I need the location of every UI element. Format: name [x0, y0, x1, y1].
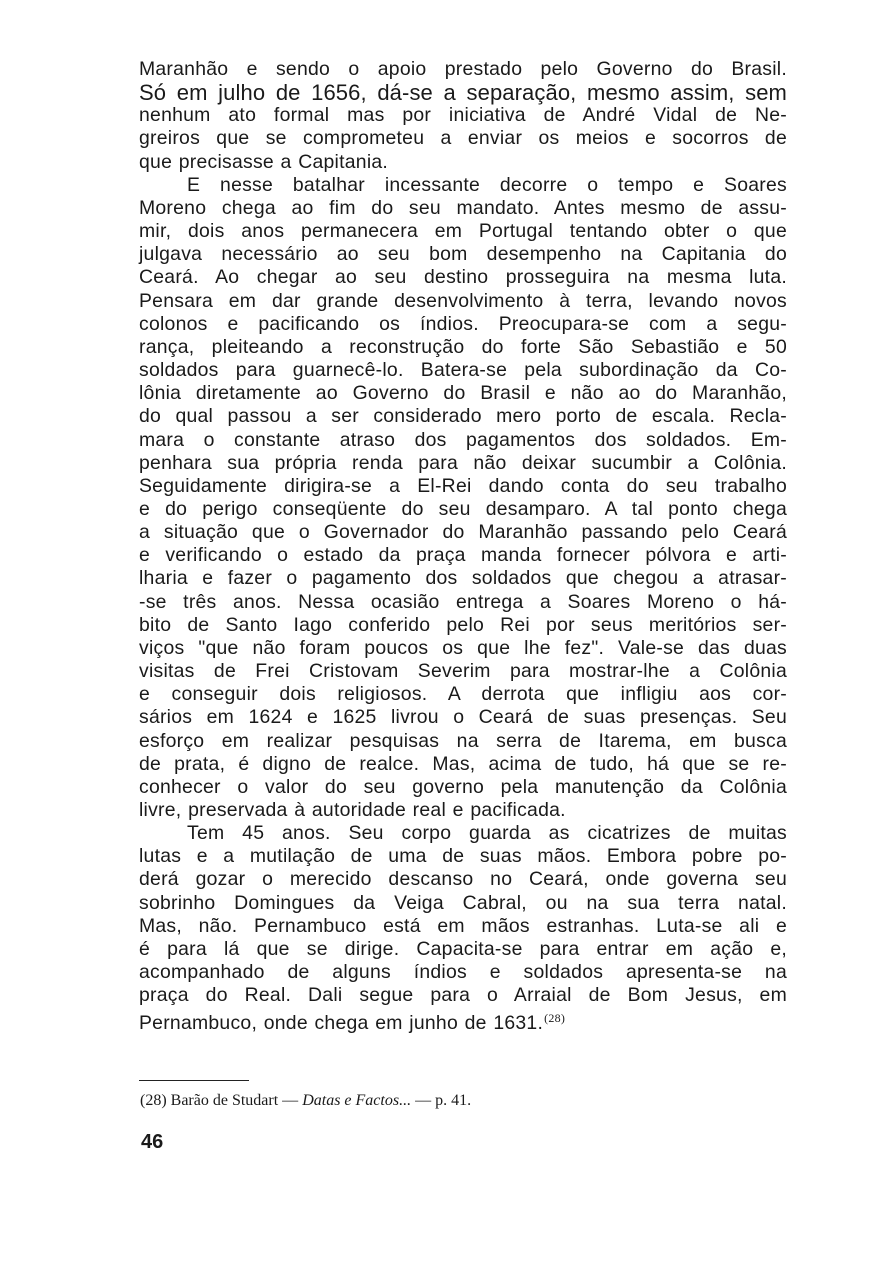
text-line: julgava necessário ao seu bom desempenho na Capitania do — [139, 243, 787, 266]
text-line: acompanhado de alguns índios e soldados apresenta-se na — [139, 961, 787, 984]
footnote-page: — p. 41. — [415, 1092, 472, 1109]
text-line: viços "que não foram poucos os que lhe fez". Vale-se das duas — [139, 636, 787, 659]
page-number: 46 — [141, 1131, 164, 1153]
footnote-author: Barão de Studart — — [170, 1092, 299, 1109]
text-line: Mas, não. Pernambuco está em mãos estranhas. Luta-se ali e — [139, 914, 787, 937]
text-line: Seguidamente dirigira-se a El-Rei dando conta do seu trabalho — [139, 474, 787, 497]
text-line: Só em julho de 1656, dá-se a separação, mesmo assim, sem — [139, 80, 787, 106]
text-line: Moreno chega ao fim do seu mandato. Antes mesmo de assu- — [139, 196, 787, 219]
text-line: é para lá que se dirige. Capacita-se para entrar em ação e, — [139, 937, 787, 960]
text-line: sobrinho Domingues da Veiga Cabral, ou na sua terra natal. — [139, 891, 787, 914]
text-line: de prata, é digno de realce. Mas, acima de tudo, há que se re- — [139, 752, 787, 775]
text-line: rança, pleiteando a reconstrução do forte São Sebastião e 50 — [139, 335, 787, 358]
text-line: que precisasse a Capitania. — [139, 150, 389, 173]
text-line: lharia e fazer o pagamento dos soldados que chegou a atrasar- — [139, 567, 787, 590]
text-line: penhara sua própria renda para não deixar sucumbir a Colônia. — [139, 451, 787, 474]
text-line: soldados para guarnecê-lo. Batera-se pela subordinação da Co- — [139, 359, 787, 382]
text-line: e verificando o estado da praça manda fornecer pólvora e arti- — [139, 544, 787, 567]
text-line: livre, preservada à autoridade real e pacificada. — [139, 799, 566, 821]
text-line: lutas e a mutilação de uma de suas mãos. Embora pobre po- — [139, 845, 787, 868]
text-line: sários em 1624 e 1625 livrou o Ceará de suas presenças. Seu — [139, 706, 787, 729]
text-line: praça do Real. Dali segue para o Arraial de Bom Jesus, em — [139, 984, 787, 1007]
text-line: Ceará. Ao chegar ao seu destino prosseguira na mesma luta. — [139, 266, 787, 289]
text-line: conhecer o valor do seu governo pela manutenção da Colônia — [139, 775, 787, 798]
footnote-number: (28) — [140, 1092, 167, 1109]
text-line: colonos e pacificando os índios. Preocupara-se com a segu- — [139, 312, 787, 335]
text-line: E nesse batalhar incessante decorre o tempo e Soares — [187, 173, 787, 196]
text-line: bito de Santo Iago conferido pelo Rei por seus meritórios ser- — [139, 613, 787, 636]
footnote-title: Datas e Factos... — [302, 1092, 412, 1109]
footnote — [140, 1092, 471, 1110]
text-line: mir, dois anos permanecera em Portugal tentando obter o que — [139, 220, 787, 243]
text-line: -se três anos. Nessa ocasião entrega a Soares Moreno o há- — [139, 590, 787, 613]
text-line: a situação que o Governador do Maranhão passando pelo Ceará — [139, 521, 787, 544]
page-body — [139, 58, 787, 1036]
text-line: Maranhão e sendo o apoio prestado pelo Governo do Brasil. — [139, 58, 787, 80]
text-line: Pernambuco, onde chega em junho de 1631. — [139, 1012, 544, 1035]
text-line: mara o constante atraso dos pagamentos dos soldados. Em- — [139, 428, 787, 451]
text-line: Tem 45 anos. Seu corpo guarda as cicatrizes de muitas — [187, 822, 787, 845]
text-line: e conseguir dois religiosos. A derrota que infligiu aos cor- — [139, 683, 787, 706]
footnote-separator — [139, 1080, 249, 1081]
paragraph-1 — [139, 58, 787, 174]
text-line: visitas de Frei Cristovam Severim para mostrar-lhe a Colônia — [139, 660, 787, 683]
text-line: Pensara em dar grande desenvolvimento à terra, levando novos — [139, 289, 787, 312]
text-line: nenhum ato formal mas por iniciativa de André Vidal de Ne- — [139, 104, 787, 127]
text-line: do qual passou a ser considerado mero porto de escala. Recla- — [139, 405, 787, 428]
paragraph-2 — [139, 174, 787, 822]
text-line: esforço em realizar pesquisas na serra de Itarema, em busca — [139, 729, 787, 752]
text-line: lônia diretamente ao Governo do Brasil e não ao do Maranhão, — [139, 382, 787, 405]
footnote-reference: (28) — [544, 1011, 566, 1026]
text-line: greiros que se comprometeu a enviar os meios e socorros de — [139, 127, 787, 150]
text-line: e do perigo conseqüente do seu desamparo. A tal ponto chega — [139, 497, 787, 520]
paragraph-3 — [139, 822, 787, 1035]
text-line: derá gozar o merecido descanso no Ceará, onde governa seu — [139, 868, 787, 891]
